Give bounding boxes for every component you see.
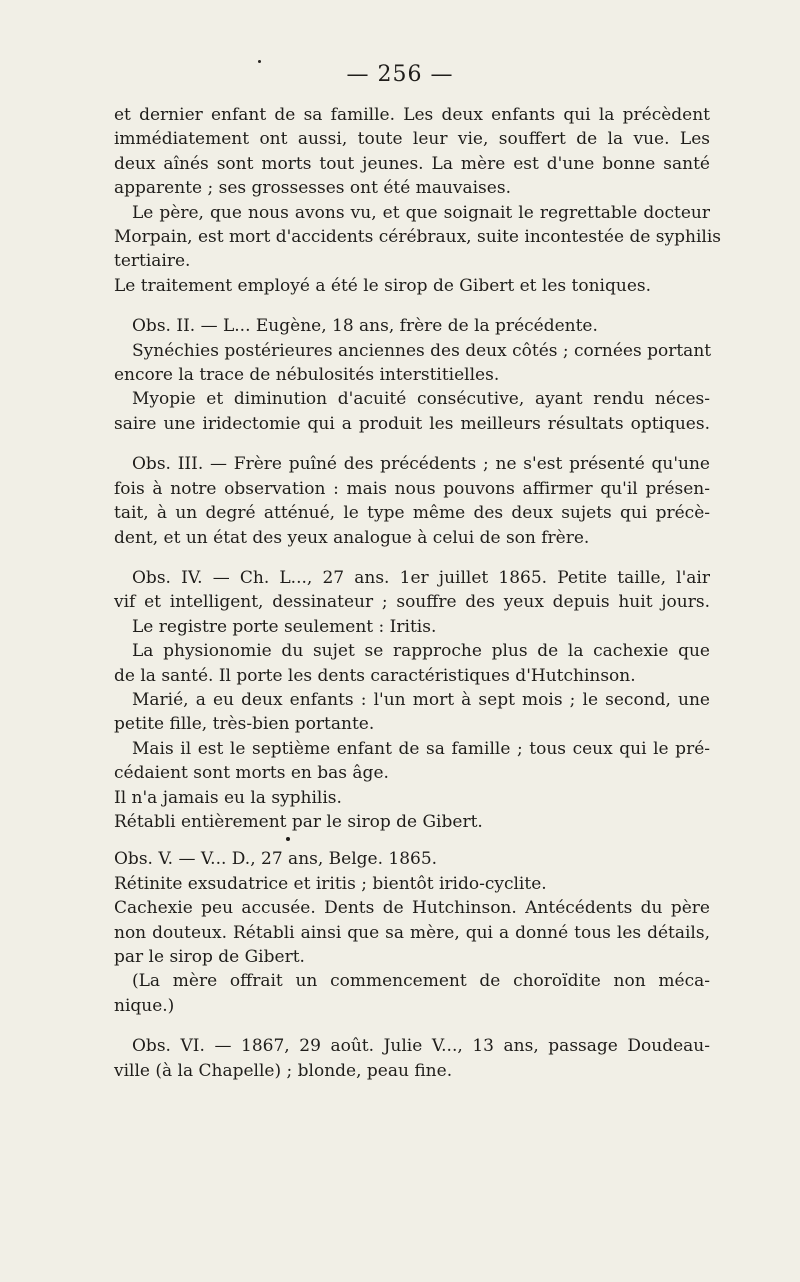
text-line: fois à notre observation : mais nous pouvons affirmer qu'il présen- [114, 478, 710, 499]
text-line: Rétabli entièrement par le sirop de Gibert. [114, 811, 483, 832]
text-line: (La mère offrait un commencement de choroïdite non méca- [132, 971, 710, 992]
observation-heading: Obs. III. — Frère puîné des précédents ; ne s'est présenté qu'une [132, 454, 710, 475]
text-line: deux aînés sont morts tout jeunes. La mère est d'une bonne santé [114, 153, 710, 174]
observation-heading: Obs. II. — L... Eugène, 18 ans, frère de la précédente. [132, 316, 598, 337]
text-line: petite fille, très-bien portante. [114, 714, 375, 735]
text-line: tertiaire. [114, 251, 191, 272]
observation-heading: Obs. VI. — 1867, 29 août. Julie V..., 13 ans, passage Doudeau- [132, 1036, 710, 1057]
text-line: Le registre porte seulement : Iritis. [132, 616, 437, 637]
observation-heading: Obs. IV. — Ch. L..., 27 ans. 1er juillet 1865. Petite taille, l'air [132, 567, 710, 588]
text-line: dent, et un état des yeux analogue à celui de son frère. [114, 527, 590, 548]
text-line: encore la trace de nébulosités interstitielles. [114, 365, 500, 386]
text-line: par le sirop de Gibert. [114, 947, 305, 967]
text-line: Le traitement employé a été le sirop de Gibert et les toniques. [114, 275, 652, 296]
body-text [114, 103, 722, 1083]
paragraph-gap [114, 298, 710, 314]
text-line: immédiatement ont aussi, toute leur vie, souffert de la vue. Les [114, 129, 710, 150]
text-line: saire une iridectomie qui a produit les meilleurs résultats optiques. [114, 413, 710, 434]
text-line: Morpain, est mort d'accidents cérébraux, suite incontestée de syphilis [114, 227, 722, 248]
text-line: tait, à un degré atténué, le type même des deux sujets qui précè- [114, 503, 710, 524]
text-line: nique.) [114, 995, 175, 1016]
text-line: Le père, que nous avons vu, et que soignait le regrettable docteur [132, 202, 710, 223]
text-line: de la santé. Il porte les dents caractéristiques d'Hutchinson. [114, 665, 636, 686]
text-line: ville (à la Chapelle) ; blonde, peau fine. [114, 1060, 453, 1081]
text-line: non douteux. Rétabli ainsi que sa mère, qui a donné tous les détails, [114, 922, 710, 943]
paragraph-gap [114, 550, 710, 566]
text-line: Synéchies postérieures anciennes des deux côtés ; cornées portant [132, 340, 712, 361]
text-line: Mais il est le septième enfant de sa famille ; tous ceux qui le pré- [132, 738, 710, 759]
paragraph-gap [114, 436, 710, 452]
text-line: Myopie et diminution d'acuité consécutive, ayant rendu néces- [132, 389, 710, 410]
text-line: Cachexie peu accusée. Dents de Hutchinson. Antécédents du père [114, 898, 710, 919]
text-line: La physionomie du sujet se rapproche plus de la cachexie que [132, 641, 710, 662]
ink-dot [286, 837, 290, 847]
text-line: vif et intelligent, dessinateur ; souffre des yeux depuis huit jours. [114, 592, 710, 613]
text-line: Il n'a jamais eu la syphilis. [114, 787, 342, 808]
text-line: Rétinite exsudatrice et iritis ; bientôt irido-cyclite. [114, 873, 547, 894]
observation-heading: Obs. V. — V... D., 27 ans, Belge. 1865. [114, 849, 438, 870]
text-line: apparente ; ses grossesses ont été mauvaises. [114, 178, 511, 199]
text-line: cédaient sont morts en bas âge. [114, 763, 389, 784]
page-number: — 256 — [346, 62, 454, 87]
paragraph-gap [114, 1018, 710, 1034]
text-line: Marié, a eu deux enfants : l'un mort à sept mois ; le second, une [132, 689, 710, 710]
text-line: et dernier enfant de sa famille. Les deux enfants qui la précèdent [114, 105, 710, 125]
